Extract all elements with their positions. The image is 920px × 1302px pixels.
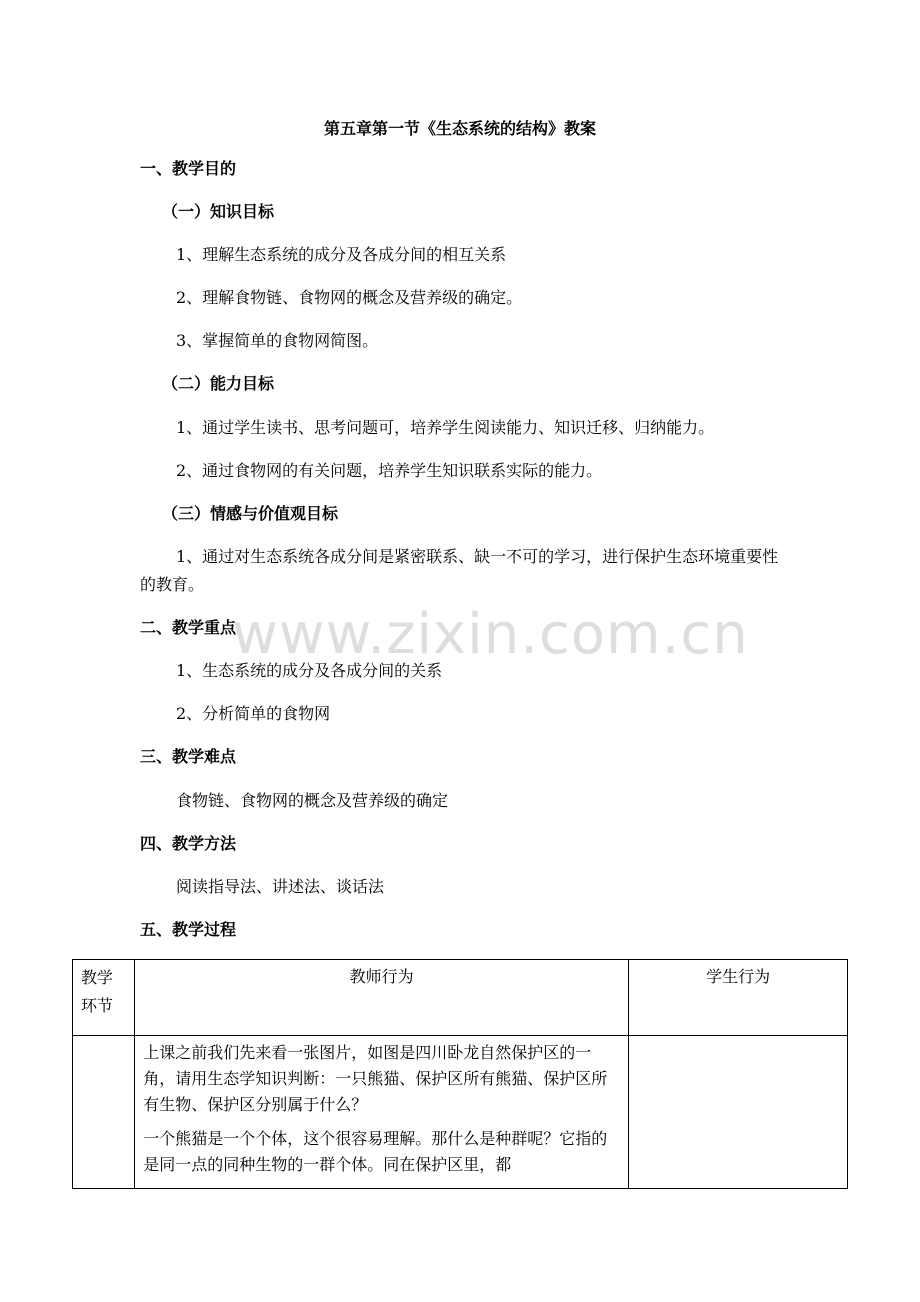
teacher-paragraph-2: 一个熊猫是一个个体，这个很容易理解。那什么是种群呢？它指的是同一点的同种生物的一群个体。同在保护区里，都 bbox=[143, 1129, 608, 1174]
subheading-ability: （二）能力目标 bbox=[162, 374, 275, 393]
watermark: www.zixin.com.cn bbox=[232, 602, 749, 667]
page-title: 第五章第一节《生态系统的结构》教案 bbox=[323, 119, 596, 138]
header-stage bbox=[73, 960, 135, 1036]
section-heading-methods: 四、教学方法 bbox=[140, 834, 237, 853]
header-teacher: 教师行为 bbox=[135, 960, 629, 1036]
knowledge-item-1: 1、理解生态系统的成分及各成分间的相互关系 bbox=[176, 245, 507, 264]
cell-teacher bbox=[135, 1036, 629, 1189]
header-student: 学生行为 bbox=[629, 960, 848, 1036]
methods-text: 阅读指导法、讲述法、谈话法 bbox=[176, 877, 385, 896]
subheading-values: （三）情感与价值观目标 bbox=[162, 504, 339, 523]
values-paragraph: 1、通过对生态系统各成分间是紧密联系、缺一不可的学习，进行保护生态环境重要性的教育。 bbox=[140, 547, 779, 594]
teacher-paragraph-1: 上课之前我们先来看一张图片，如图是四川卧龙自然保护区的一角，请用生态学知识判断：一只熊猫、保护区所有熊猫、保护区所有生物、保护区分别属于什么？ bbox=[143, 1043, 608, 1114]
subheading-knowledge: （一）知识目标 bbox=[162, 202, 275, 221]
table-row bbox=[73, 1036, 848, 1189]
table-header-row bbox=[73, 960, 848, 1036]
teaching-process-table bbox=[72, 959, 848, 1189]
section-heading-process: 五、教学过程 bbox=[140, 920, 237, 939]
knowledge-item-3: 3、掌握简单的食物网简图。 bbox=[176, 331, 379, 350]
difficulties-text: 食物链、食物网的概念及营养级的确定 bbox=[176, 791, 449, 810]
header-stage-label: 教学环节 bbox=[81, 968, 114, 1015]
cell-stage bbox=[73, 1036, 135, 1189]
section-heading-objectives: 一、教学目的 bbox=[140, 159, 237, 178]
cell-student bbox=[629, 1036, 848, 1189]
section-heading-key-points: 二、教学重点 bbox=[140, 618, 237, 637]
ability-item-1: 1、通过学生读书、思考问题可，培养学生阅读能力、知识迁移、归纳能力。 bbox=[176, 418, 715, 437]
knowledge-item-2: 2、理解食物链、食物网的概念及营养级的确定。 bbox=[176, 288, 523, 307]
key-point-2: 2、分析简单的食物网 bbox=[176, 704, 331, 723]
section-heading-difficulties: 三、教学难点 bbox=[140, 747, 237, 766]
ability-item-2: 2、通过食物网的有关问题，培养学生知识联系实际的能力。 bbox=[176, 461, 603, 480]
key-point-1: 1、生态系统的成分及各成分间的关系 bbox=[176, 661, 443, 680]
